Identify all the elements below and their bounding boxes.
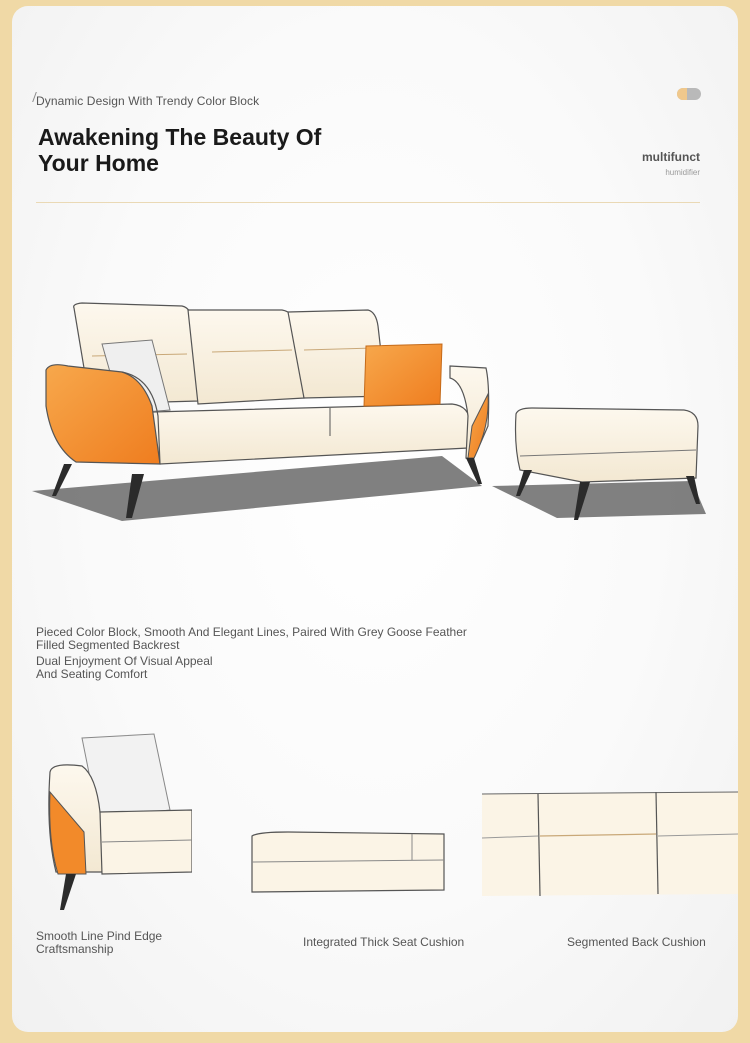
detail-caption: Integrated Thick Seat Cushion	[303, 935, 465, 949]
detail-caption: Smooth Line Pind Edge Craftsmanship	[36, 929, 163, 956]
subtitle: Dynamic Design With Trendy Color Block	[36, 94, 260, 108]
toggle-icon	[677, 88, 701, 100]
detail-caption: Segmented Back Cushion	[567, 935, 706, 949]
brand-block	[642, 150, 700, 177]
sofa-shadow	[32, 456, 482, 521]
back-cushion-detail-image	[482, 786, 738, 898]
page-title: Awakening The Beauty Of Your Home	[38, 124, 322, 176]
seat-cushion	[152, 404, 470, 464]
armrest-detail-image	[42, 732, 192, 912]
brand-name: multifunct	[642, 150, 700, 164]
product-description	[36, 626, 496, 684]
sofa-illustration	[12, 286, 738, 536]
seat-cushion-detail-image	[248, 824, 448, 900]
pillow-orange	[364, 344, 442, 406]
product-card	[12, 6, 738, 1032]
sofa-leg	[60, 874, 76, 910]
description-line: Dual Enjoyment Of Visual Appeal And Seating Comfort	[36, 654, 213, 681]
brand-subtitle: humidifier	[665, 168, 700, 177]
description-line: Pieced Color Block, Smooth And Elegant Lines, Paired With Grey Goose Feather Filled Segmented Backrest	[36, 625, 467, 652]
divider	[36, 202, 700, 203]
ottoman	[516, 408, 699, 482]
back-cushion-middle	[188, 310, 304, 404]
